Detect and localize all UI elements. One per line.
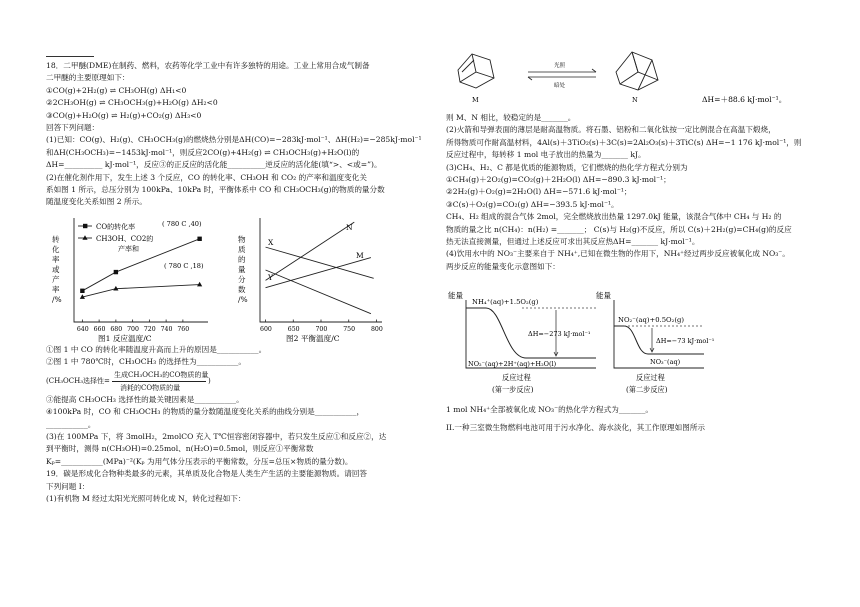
fig1-tick-label: 660 [93,326,106,333]
q19-line3: (1)有机物 M 经过太阳光光照可转化成 N，转化过程如下： [46,494,246,504]
equilibrium-arrows [528,69,596,80]
selectivity-denominator: 消耗的CO物质的量 [120,383,181,392]
left-column [46,60,422,209]
q19-2-line1: (2)火箭和导弹表面的薄层是耐高温物质。将石墨、铝粉和二氧化钛按一定比例混合在高温下煅烧， [446,125,776,135]
reaction-1: ①CO(g)+2H₂(g) ⇌ CH₃OH(g) ΔH₁<0 [46,85,187,95]
q18-1-line3: ΔH=__________ kJ·mol⁻¹，反应③的正反应的活化能__________逆反应的活化能(填“>、<或=”)。 [46,160,382,170]
step1-x-label: 反应过程 [502,373,531,382]
legend-label-sum-2: 产率和 [118,245,139,253]
q19-line1: 19．碳是形成化合物种类最多的元素，其单质及化合物是人类生产生活的主要能源物质。请回答 [46,469,368,479]
q19-part-ii: II.一种三室微生物燃料电池可用于污水净化、海水淡化，其工作原理如图所示 [446,423,706,433]
fig2-tick-label: 600 [260,326,272,333]
q19-3-line6: 物质的量之比 n(CH₄)：n(H₂) =_______； C(s)与 H₂(g)不反应，所以 C(s)＋2H₂(g)=CH₄(g)的反应 [446,224,792,234]
q18-2-sub4-cont: ___________。 [46,419,96,429]
step2-bottom-species: NO₃⁻(aq) [650,358,681,366]
fig2-ylabel-char: /% [238,295,248,304]
q19-3-line1: (3)CH₄、H₂、C 都是优质的能源物质，它们燃烧的热化学方程式分别为 [446,162,688,172]
fig2-ylabel-char: 分 [238,275,246,284]
answer-header: 回答下列问题： [46,123,100,133]
fig1-ylabel-char: 化 [52,245,60,254]
q19-3-line3: ②2H₂(g)＋O₂(g)=2H₂O(l) ΔH=−571.6 kJ·mol⁻¹； [446,187,632,197]
step1-top-species: NH₄⁺(aq)+1.5O₂(g) [472,298,539,306]
fig1-ylabel-char: /% [52,295,62,304]
reaction-3: ③CO(g)+H₂O(g) ⇌ H₂(g)+CO₂(g) ΔH₃<0 [46,110,202,120]
q19-2-line2: 所得物质可作耐高温材料，4Al(s)＋3TiO₂(s)＋3C(s)=2Al₂O₃(s)＋3TiC(s) ΔH=−1 176 kJ·mol⁻¹，则 [446,137,802,147]
fig2-caption: 图2 平衡温度/C [286,334,340,343]
energy-diagrams [446,288,715,400]
molecule-m-structure [458,54,494,88]
q18-2-line2: 系如图 1 所示，总压分别为 100kPa、10kPa 时，平衡体系中 CO 和 CH₃OCH₃(g)的物质的量分数 [46,185,385,195]
m-to-n-conversion [446,42,826,106]
q18-2-line3: 随温度变化关系如图 2 所示。 [46,197,147,207]
molecule-m-label: M [472,96,479,104]
q19-line2: 下列问题 I： [46,481,90,491]
right-column-lower [446,404,826,435]
q18-intro-1: 18．二甲醚(DME)在制药、燃料，农药等化学工业中有许多独特的用途。工业上常用合成气制备 [46,61,370,70]
fig1-ylabel-char: 产 [52,275,60,284]
q18-2-sub4: ④100kPa 时，CO 和 CH₃OCH₃ 的物质的量分数随温度变化关系的曲线分别是___________， [46,407,365,417]
legend-marker-triangle [82,235,87,240]
q18-3-line3: Kₚ=___________(MPa)⁻²(Kₚ 为用气体分压表示的平衡常数，分压=总压×物质的量分数)。 [46,456,353,466]
reaction-2: ②2CH₃OH(g) ⇌ CH₃OCH₃(g)+H₂O(g) ΔH₂<0 [46,98,218,108]
q18-2-sub3: ③能提高 CH₃OCH₃ 选择性的最关键因素是___________。 [46,394,244,404]
q19-3-line2: ①CH₄(g)＋2O₂(g)=CO₂(g)＋2H₂O(l) ΔH=−890.3 kJ·mol⁻¹； [446,175,671,185]
separator-line [46,56,94,57]
step1-delta-h: ΔH=−273 kJ·mol⁻¹ [528,330,591,338]
step1-caption: (第一步反应) [492,385,534,394]
q18-2-sub2: ②图 1 中 780℃时，CH₃OCH₃ 的选择性为___________。 [46,357,246,367]
molecule-n-label: N [632,96,638,104]
step1-bottom-species: NO₂⁻(aq)+2H⁺(aq)+H₂O(l) [468,360,557,368]
selectivity-numerator: 生成CH₃OCH₃的CO物质的量 [114,370,209,379]
fig2-ylabel-char: 数 [238,285,246,294]
fig2-label-n: N [346,223,353,232]
fig1-ylabel-char: 率 [52,285,60,294]
fig2-label-m: M [356,251,364,260]
right-column [446,112,826,273]
fig1-point-triangle [197,282,202,287]
step2-top-species: NO₂⁻(aq)+0.5O₂(g) [618,316,684,324]
selectivity-formula [46,369,418,394]
fig2-ylabel-char: 质 [238,245,246,254]
q18-3-line2: 到平衡时，测得 n(CH₃OH)=0.25mol、n(H₂O)=0.5mol，则反应①平衡常数 [46,444,314,454]
q19-3-line7: 热无法直接测量，但通过上述反应可求出其反应热ΔH=_______ kJ·mol⁻¹。 [446,237,700,247]
q19-3-line5: CH₄、H₂ 组成的混合气体 2mol，完全燃烧放出热量 1297.0kJ 能量，该混合气体中 CH₄ 与 H₂ 的 [446,212,782,222]
figure-1-chart [46,210,226,344]
fig1-tick-label: 760 [177,326,190,333]
q18-1-line2: 和ΔH(CH₃OCH₃)=−1453kJ·mol⁻¹，则反应2CO(g)+4H₂(g) ⇌ CH₃OCH₃(g)+H₂O(l)的 [46,147,360,157]
q19-1-end: 则 M、N 相比，较稳定的是_______。 [446,113,576,122]
step2-x-label: 反应过程 [636,373,665,382]
q19-4-line2: 两步反应的能量变化示意图如下： [446,261,560,271]
fig1-point-square [80,289,84,293]
q19-4-line1: (4)饮用水中的 NO₃⁻主要来自于 NH₄⁺,已知在微生物的作用下，NH₄⁺经过两步反应被氧化成 NO₃⁻。 [446,249,790,259]
fig1-tick-label: 680 [110,326,123,333]
fig1-ylabel-char: 转 [52,235,60,244]
fig1-tick-label: 720 [143,326,156,333]
energy-axis-label-1: 能量 [448,291,463,300]
fig1-axes [74,218,208,322]
fig1-point-square [114,270,118,274]
q18-2-line1: (2)在催化剂作用下，发生上述 3 个反应，CO 的转化率、CH₃OH 和 CO₂ 的产率和温度变化关 [46,172,367,182]
selectivity-label: (CH₃OCH₃选择性= [46,376,110,385]
legend-label-sum-1: CH3OH、CO2的 [96,235,154,243]
q19-3-line4: ③C(s)＋O₂(g)=CO₂(g) ΔH=−393.5 kJ·mol⁻¹。 [446,199,619,209]
molecule-n-structure [616,52,658,90]
step2-caption: (第二步反应) [626,385,668,394]
fig1-tick-label: 700 [127,326,139,333]
fig1-caption: 图1 反应温度/C [98,334,152,343]
fig2-axes [260,218,382,322]
fig2-tick-label: 650 [287,326,300,333]
fig1-ylabel-char: 率 [52,255,60,264]
m-to-n-delta-h: ΔH=＋88.6 kJ·mol⁻¹。 [702,95,787,104]
arrow-label-dark: 暗处 [554,83,566,89]
legend-marker-square [83,224,87,228]
fig2-ylabel-char: 的 [238,255,246,264]
fig1-annotation-top: ( 780 C ,40) [162,220,202,228]
fig1-tick-label: 640 [76,326,89,333]
fig2-tick-label: 750 [343,326,356,333]
fig1-series-line-2 [82,285,199,297]
figure-2-chart [232,210,392,344]
fig2-ylabel-char: 量 [238,265,246,274]
fig1-annotation-bottom: ( 780 C ,18) [164,262,204,270]
fig2-series-line-y [266,270,371,314]
q19-4-end: 1 mol NH₄⁺全部被氧化成 NO₃⁻的热化学方程式为_______。 [446,405,653,414]
q18-3-line1: (3)在 100MPa 下，将 3molH₂，2molCO 充入 T℃恒容密闭容器中，若只发生反应①和反应②，达 [46,432,387,442]
fig2-label-y: Y [268,273,273,282]
fig2-ylabel-char: 物 [238,235,246,244]
q18-2-sub1: ①图 1 中 CO 的转化率随温度升高而上升的原因是___________。 [46,345,267,354]
arrow-label-light: 光照 [554,63,566,69]
q18-intro-2: 二甲醚的主要原理如下： [46,73,130,83]
legend-label-co: CO的转化率 [96,223,136,231]
fig2-label-x: X [268,238,274,247]
fig2-tick-label: 700 [315,326,328,333]
q18-1-line1: (1)已知：CO(g)、H₂(g)、CH₃OCH₃(g)的燃烧热分别是ΔH(CO)=−283kJ·mol⁻¹、ΔH(H₂)=−285kJ·mol⁻¹ [46,135,422,145]
energy-axis-label-2: 能量 [596,291,611,300]
left-column-lower [46,344,418,505]
fig1-tick-label: 740 [160,326,173,333]
fig1-ylabel-char: 或 [52,265,60,274]
fig2-tick-label: 800 [370,326,383,333]
fig1-point-square [197,237,201,241]
q19-2-line3: 反应过程中，每转移 1 mol 电子放出的热量为_______ kJ。 [446,150,646,160]
selectivity-end: ) [208,376,211,385]
step2-delta-h: ΔH=−73 kJ·mol⁻¹ [656,337,715,345]
